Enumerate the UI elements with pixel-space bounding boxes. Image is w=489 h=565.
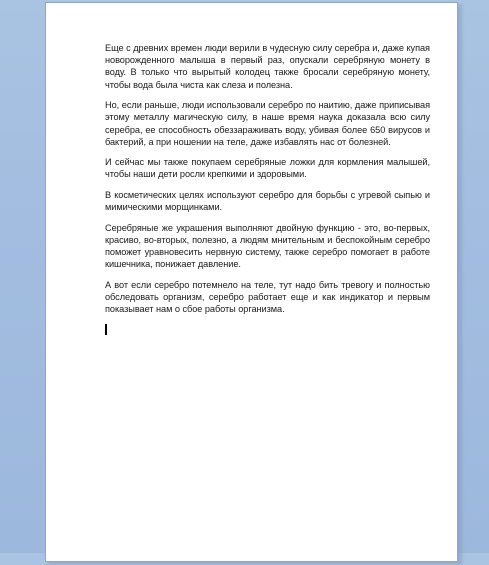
paragraph-3[interactable]: И сейчас мы также покупаем серебряные ложки для кормления малышей, чтобы наши дети росли крепкими и здоровыми.: [105, 157, 430, 180]
paragraph-5[interactable]: Серебряные же украшения выполняют двойную функцию - это, во-первых, красиво, во-вторых, полезно, а людям мнительным и беспокойным серебро поможет уравновесить нервную систему, также серебро помогает в работе кишечника, понижает давление.: [105, 222, 430, 270]
paragraph-6[interactable]: А вот если серебро потемнело на теле, тут надо бить тревогу и полностью обследовать организм, серебро работает еще и как индикатор и первым показывает нам о сбое работы организма.: [105, 279, 430, 315]
paragraph-1[interactable]: Еще с древних времен люди верили в чудесную силу серебра и, даже купая новорожденного малыша в первый раз, опускали серебряную монету в воду. В только что вырытый колодец также бросали серебряную монету, чтобы вода была чиста как слеза и полезна.: [105, 43, 430, 90]
paragraph-2[interactable]: Но, если раньше, люди использовали серебро по наитию, даже приписывая этому металлу магическую силу, в наше время наука доказала всю силу серебра, ее способность обеззараживать воду, убивая более 650 вирусов и бактерий, а при ношении на теле, даже избавлять нас от болезней.: [105, 100, 430, 147]
paragraph-4[interactable]: В косметических целях используют серебро для борьбы с угревой сыпью и мимическими морщинками.: [105, 189, 430, 213]
text-cursor: [105, 324, 107, 335]
document-page[interactable]: [45, 2, 458, 562]
document-body[interactable]: [105, 42, 430, 335]
